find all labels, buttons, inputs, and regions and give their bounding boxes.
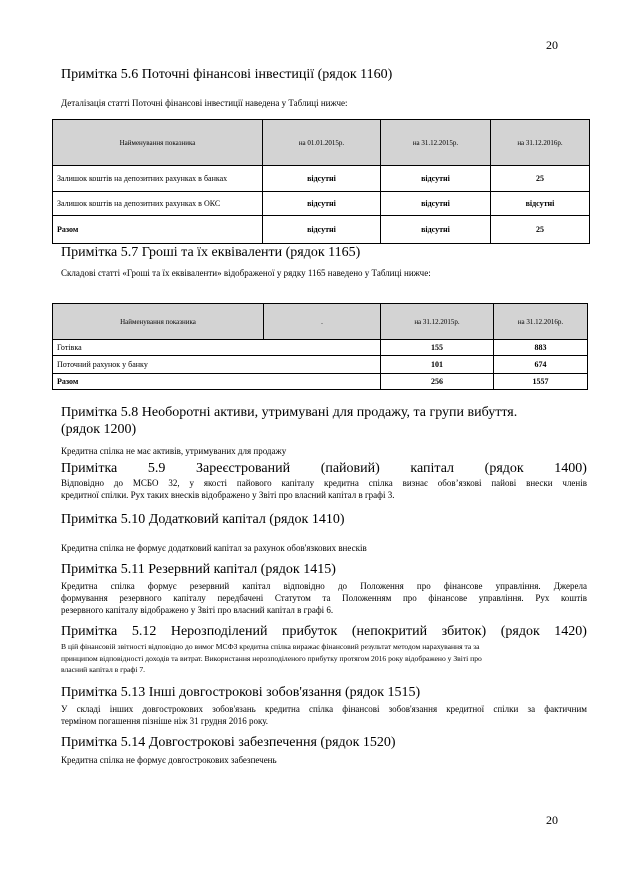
title-word: 1400) bbox=[554, 461, 587, 476]
text-line: терміном погашення пізніше ніж 31 грудня 2016 року. bbox=[61, 716, 269, 727]
title-word: Примітка bbox=[61, 624, 118, 639]
note-5-6-intro: Деталізація статті Поточні фінансові інвестиції наведена у Таблиці нижче: bbox=[61, 98, 348, 108]
text-line: Кредитна спілка формує резервний капітал відповідно до Положення про фінансове управління. Джерела bbox=[61, 581, 587, 591]
table-row bbox=[53, 166, 590, 192]
row-value: відсутні bbox=[381, 166, 491, 192]
row-label: Готівка bbox=[53, 340, 381, 356]
text-line: У складі інших довгострокових зобов'язань кредитна спілка фінансові зобов'язання кредитної спілки за фактичним bbox=[61, 704, 587, 714]
text-line: кредитної спілки. Рух таких внесків відображено у Звіті про власний капітал в графі 3. bbox=[61, 490, 395, 501]
note-5-9-title bbox=[61, 461, 587, 477]
title-word: збиток) bbox=[441, 624, 487, 639]
note-5-14-title: Примітка 5.14 Довгострокові забезпечення (рядок 1520) bbox=[61, 735, 396, 750]
row-value: відсутні bbox=[381, 216, 491, 244]
note-5-12-title bbox=[61, 624, 587, 640]
title-word: 1420) bbox=[554, 624, 587, 639]
row-value: відсутні bbox=[381, 192, 491, 216]
title-word: (пайовий) bbox=[320, 461, 380, 476]
title-word: 5.12 bbox=[131, 624, 157, 639]
note-5-6-title: Примітка 5.6 Поточні фінансові інвестиції (рядок 1160) bbox=[61, 67, 393, 82]
note-5-10-title: Примітка 5.10 Додатковий капітал (рядок 1410) bbox=[61, 512, 345, 527]
row-value: 155 bbox=[381, 340, 494, 356]
note-5-8-title-line2: (рядок 1200) bbox=[61, 422, 137, 437]
table-row bbox=[53, 374, 588, 390]
page-number-bottom: 20 bbox=[546, 813, 558, 827]
row-value: відсутні bbox=[263, 166, 381, 192]
text-line: принципом відповідності доходів та витрат. Використання нерозподіленого прибутку протягом 2016 року відображено у Звіті про bbox=[61, 653, 482, 663]
note-5-9-text bbox=[61, 477, 587, 501]
text-line: В цій фінансовій звітності відповідно до вимог МСФЗ кредитна спілка виражає фінансовий результат методом нарахування та за bbox=[61, 642, 480, 651]
table-row bbox=[53, 340, 588, 356]
table-row bbox=[53, 356, 588, 374]
row-value: 674 bbox=[494, 356, 588, 374]
note-5-14-text: Кредитна спілка не формує довгострокових забезпечень bbox=[61, 755, 277, 765]
title-word: капітал bbox=[410, 461, 455, 476]
title-word: 5.9 bbox=[147, 461, 166, 476]
cash-table-header bbox=[53, 304, 588, 340]
title-word: Нерозподілений bbox=[170, 624, 268, 639]
header-cell: на 31.12.2015р. bbox=[381, 304, 494, 340]
title-word: (непокритий bbox=[351, 624, 428, 639]
note-5-11-title: Примітка 5.11 Резервний капітал (рядок 1415) bbox=[61, 562, 336, 577]
text-line: власний капітал в графі 7. bbox=[61, 665, 146, 674]
row-value: 101 bbox=[381, 356, 494, 374]
title-word: (рядок bbox=[484, 461, 524, 476]
row-value: відсутні bbox=[491, 192, 590, 216]
page-number-top: 20 bbox=[546, 38, 558, 52]
row-value: 25 bbox=[491, 216, 590, 244]
note-5-7-title: Примітка 5.7 Гроші та їх еквіваленти (рядок 1165) bbox=[61, 245, 361, 260]
text-line: формування резервного капіталу передбачені Статутом та Положенням про фінансове управління. Рух коштів bbox=[61, 593, 587, 604]
header-cell: Найменування показника bbox=[53, 120, 263, 166]
row-label: Разом bbox=[53, 216, 263, 244]
title-word: Зареєстрований bbox=[196, 461, 291, 476]
title-word: Примітка bbox=[61, 461, 118, 476]
row-label: Разом bbox=[53, 374, 381, 390]
row-value: 256 bbox=[381, 374, 494, 390]
note-5-8-title-line1: Примітка 5.8 Необоротні активи, утримувані для продажу, та групи вибуття. bbox=[61, 405, 518, 420]
header-cell: . bbox=[264, 304, 381, 340]
note-5-11-text bbox=[61, 580, 587, 617]
title-word: прибуток bbox=[282, 624, 338, 639]
investments-table-header bbox=[53, 120, 590, 166]
row-label: Залишок коштів на депозитних рахунках в банках bbox=[53, 166, 263, 192]
table-row bbox=[53, 192, 590, 216]
row-value: відсутні bbox=[263, 192, 381, 216]
row-value: відсутні bbox=[263, 216, 381, 244]
row-value: 883 bbox=[494, 340, 588, 356]
note-5-13-text bbox=[61, 703, 587, 727]
investments-table bbox=[52, 119, 590, 244]
title-word: (рядок bbox=[500, 624, 540, 639]
header-cell: на 01.01.2015р. bbox=[263, 120, 381, 166]
note-5-13-title: Примітка 5.13 Інші довгострокові зобов'язання (рядок 1515) bbox=[61, 685, 421, 700]
table-row bbox=[53, 216, 590, 244]
note-5-7-intro: Складові статті «Гроші та їх еквіваленти» відображеної у рядку 1165 наведено у Таблиці нижче: bbox=[61, 268, 431, 278]
row-value: 25 bbox=[491, 166, 590, 192]
row-label: Поточний рахунок у банку bbox=[53, 356, 381, 374]
header-cell: Найменування показника bbox=[53, 304, 264, 340]
note-5-8-text: Кредитна спілка не має активів, утримуваних для продажу bbox=[61, 446, 287, 456]
note-5-12-text bbox=[61, 641, 587, 676]
note-5-10-text: Кредитна спілка не формує додатковий капітал за рахунок обов'язкових внесків bbox=[61, 543, 367, 553]
cash-table bbox=[52, 303, 588, 390]
header-cell: на 31.12.2016р. bbox=[491, 120, 590, 166]
header-cell: на 31.12.2015р. bbox=[381, 120, 491, 166]
row-value: 1557 bbox=[494, 374, 588, 390]
row-label: Залишок коштів на депозитних рахунках в ОКС bbox=[53, 192, 263, 216]
text-line: резервного капіталу відображено у Звіті про власний капітал в графі 6. bbox=[61, 605, 334, 616]
text-line: Відповідно до МСБО 32, у якості пайового капіталу кредитна спілка визнає обов’язкові пайові внески членів bbox=[61, 478, 587, 488]
header-cell: на 31.12.2016р. bbox=[494, 304, 588, 340]
